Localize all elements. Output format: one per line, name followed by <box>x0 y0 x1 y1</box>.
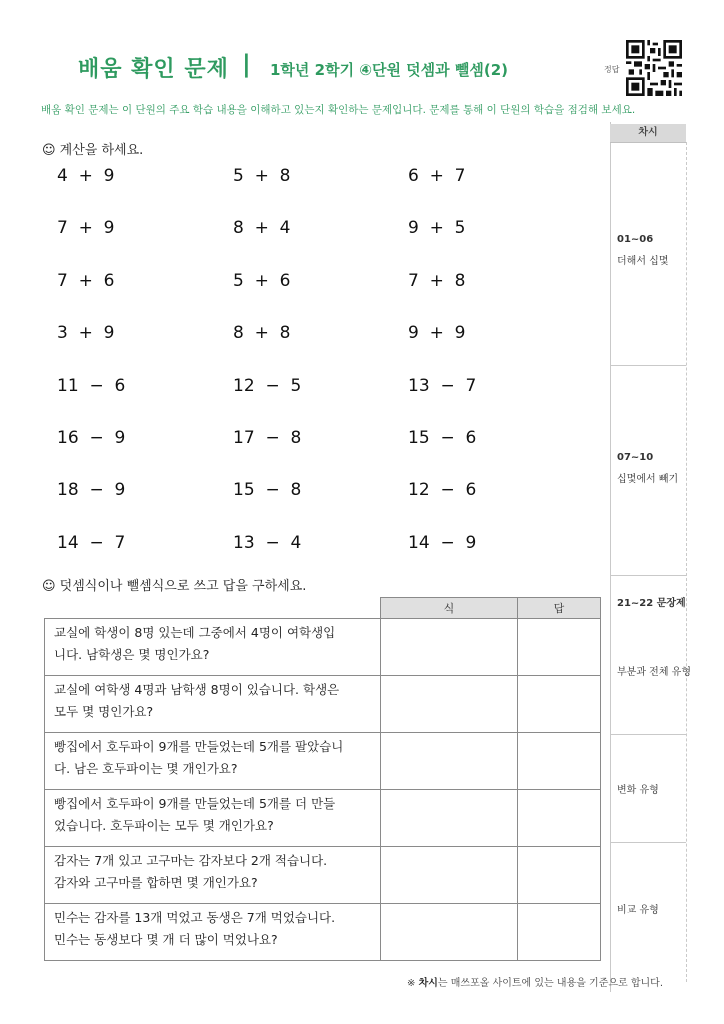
table-row <box>45 619 601 676</box>
calc-problem: 7 + 6 <box>57 270 115 291</box>
table-row <box>45 904 601 961</box>
calc-problem: 7 + 9 <box>57 218 115 239</box>
answer-cell[interactable] <box>518 619 601 676</box>
calc-problem: 18 − 9 <box>57 480 126 501</box>
table-row <box>45 733 601 790</box>
sidebar-code-3: 21~22 문장제 <box>617 598 686 609</box>
sidebar-label-1: 더해서 십몇 <box>617 256 669 267</box>
sidebar-separator <box>610 842 686 843</box>
sidebar-label-5: 비교 유형 <box>617 905 659 916</box>
expression-cell[interactable] <box>381 619 518 676</box>
section2-heading: ☺ 덧셈식이나 뺄셈식으로 쓰고 답을 구하세요. <box>42 579 307 594</box>
sidebar-divider <box>610 122 611 992</box>
expression-cell[interactable] <box>381 733 518 790</box>
answer-cell[interactable] <box>518 676 601 733</box>
word-problem-table <box>44 597 601 961</box>
expression-cell[interactable] <box>381 676 518 733</box>
question-4: 빵집에서 호두파이 9개를 만들었는데 5개를 더 만들 었습니다. 호두파이는 모두 몇 개인가요? <box>45 790 381 847</box>
table-header-answer: 답 <box>518 598 601 619</box>
calc-problem: 5 + 8 <box>233 166 291 186</box>
calc-problem: 4 + 9 <box>57 166 115 186</box>
section1-heading: ☺ 계산을 하세요. <box>42 143 144 158</box>
sidebar-separator <box>610 365 686 366</box>
title-divider: | <box>242 50 251 78</box>
calc-problem: 9 + 9 <box>408 323 466 344</box>
calc-problem: 12 − 6 <box>408 480 477 501</box>
table-row <box>45 847 601 904</box>
calc-problem: 17 − 8 <box>233 428 302 448</box>
sidebar-separator <box>610 734 686 735</box>
calc-problem: 16 − 9 <box>57 428 126 448</box>
page-subtitle: 1학년 2학기 ④단원 덧셈과 뺄셈(2) <box>270 61 509 79</box>
calc-problem: 13 − 4 <box>233 532 302 553</box>
calc-problem: 3 + 9 <box>57 323 115 344</box>
qr-label: 정답 <box>604 65 620 74</box>
sidebar-dashed-line <box>686 142 687 982</box>
question-2: 교실에 여학생 4명과 남학생 8명이 있습니다. 학생은 모두 몇 명인가요? <box>45 676 381 733</box>
sidebar-label-3: 부분과 전체 유형 <box>617 667 691 678</box>
answer-cell[interactable] <box>518 733 601 790</box>
footer-note: ※ 차시는 매쓰포올 사이트에 있는 내용을 기준으로 합니다. <box>407 978 664 989</box>
calc-problem: 8 + 8 <box>233 323 291 344</box>
sidebar-separator <box>610 575 686 576</box>
calc-problem: 12 − 5 <box>233 375 302 396</box>
calc-problem: 13 − 7 <box>408 375 477 396</box>
answer-cell[interactable] <box>518 904 601 961</box>
expression-cell[interactable] <box>381 847 518 904</box>
question-5: 감자는 7개 있고 고구마는 감자보다 2개 적습니다. 감자와 고구마를 합하면 몇 개인가요? <box>45 847 381 904</box>
calc-problem: 15 − 6 <box>408 428 477 448</box>
page-title: 배움 확인 문제 <box>78 57 229 82</box>
calc-problem: 7 + 8 <box>408 270 466 291</box>
intro-text: 배움 확인 문제는 이 단원의 주요 학습 내용을 이해하고 있는지 확인하는 문제입니다. 문제를 통해 이 단원의 학습을 점검해 보세요. <box>41 104 636 116</box>
calc-problem: 5 + 6 <box>233 270 291 291</box>
table-header-expression: 식 <box>381 598 518 619</box>
expression-cell[interactable] <box>381 790 518 847</box>
calc-problem: 14 − 9 <box>408 532 477 553</box>
expression-cell[interactable] <box>381 904 518 961</box>
qr-code-icon[interactable] <box>626 40 682 96</box>
answer-cell[interactable] <box>518 847 601 904</box>
table-row <box>45 676 601 733</box>
sidebar-code-2: 07~10 <box>617 452 654 463</box>
calc-problem: 6 + 7 <box>408 166 466 186</box>
question-6: 민수는 감자를 13개 먹었고 동생은 7개 먹었습니다. 민수는 동생보다 몇 개 더 많이 먹었나요? <box>45 904 381 961</box>
table-row <box>45 790 601 847</box>
sidebar-label-2: 십몇에서 빼기 <box>617 474 679 485</box>
sidebar-header: 차시 <box>610 124 686 143</box>
calc-problem: 14 − 7 <box>57 532 126 553</box>
answer-cell[interactable] <box>518 790 601 847</box>
question-1: 교실에 학생이 8명 있는데 그중에서 4명이 여학생입 니다. 남학생은 몇 명인가요? <box>45 619 381 676</box>
calc-problem: 15 − 8 <box>233 480 302 501</box>
calc-problem: 11 − 6 <box>57 375 126 396</box>
calc-problem: 9 + 5 <box>408 218 466 239</box>
calc-problem: 8 + 4 <box>233 218 291 239</box>
sidebar-code-1: 01~06 <box>617 234 654 245</box>
table-header-blank <box>45 598 381 619</box>
sidebar-label-4: 변화 유형 <box>617 785 659 796</box>
question-3: 빵집에서 호두파이 9개를 만들었는데 5개를 팔았습니 다. 남은 호두파이는 몇 개인가요? <box>45 733 381 790</box>
